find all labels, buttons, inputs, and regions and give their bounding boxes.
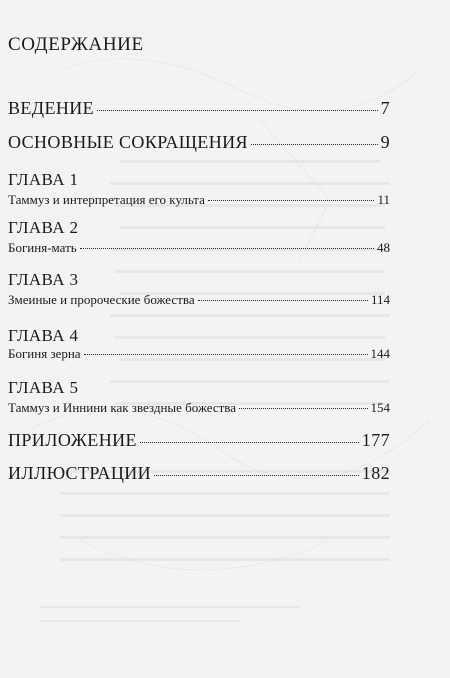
chapter-3-heading: ГЛАВА 3 (8, 270, 79, 289)
leader-dots (84, 354, 368, 355)
toc-entry-introduction[interactable] (8, 98, 390, 119)
leader-dots (208, 200, 375, 201)
toc-entry-chapter-3[interactable] (8, 292, 390, 308)
toc-entry-chapter-2[interactable] (8, 240, 390, 256)
toc-entry-page: 144 (370, 346, 390, 361)
toc-entry-page: 154 (370, 400, 390, 415)
toc-entry-chapter-4[interactable] (8, 346, 390, 362)
toc-entry-page: 11 (377, 192, 390, 207)
toc-entry-label: ПРИЛОЖЕНИЕ (8, 430, 137, 450)
leader-dots (80, 248, 374, 249)
leader-dots (239, 408, 367, 409)
leader-dots (97, 110, 378, 111)
leader-dots (140, 442, 359, 443)
leader-dots (198, 300, 368, 301)
toc-entry-page: 48 (377, 240, 390, 255)
toc-entry-label: Таммуз и интерпретация его культа (8, 192, 205, 207)
toc-entry-page: 9 (380, 132, 390, 152)
chapter-4-heading: ГЛАВА 4 (8, 326, 79, 345)
toc-entry-page: 177 (361, 430, 390, 450)
toc-entry-label: Змеиные и пророческие божества (8, 292, 195, 307)
toc-entry-appendix[interactable] (8, 430, 390, 451)
toc-entry-label: Богиня-мать (8, 240, 77, 255)
leader-dots (251, 144, 378, 145)
toc-entry-label: ОСНОВНЫЕ СОКРАЩЕНИЯ (8, 132, 248, 152)
toc-title: СОДЕРЖАНИЕ (8, 34, 144, 55)
chapter-5-heading: ГЛАВА 5 (8, 378, 79, 397)
toc-entry-label: ИЛЛЮСТРАЦИИ (8, 463, 152, 483)
toc-entry-label: ВЕДЕНИЕ (8, 98, 95, 118)
toc-entry-illustrations[interactable] (8, 463, 390, 484)
toc-entry-label: Таммуз и Иннини как звездные божества (8, 400, 237, 415)
toc-entry-page: 182 (361, 463, 390, 483)
toc-entry-abbreviations[interactable] (8, 132, 390, 153)
toc-entry-chapter-1[interactable] (8, 192, 390, 208)
chapter-2-heading: ГЛАВА 2 (8, 218, 79, 237)
toc-entry-chapter-5[interactable] (8, 400, 390, 416)
toc-entry-label: Богиня зерна (8, 346, 81, 361)
toc-entry-page: 7 (380, 98, 390, 118)
toc-entry-page: 114 (370, 292, 390, 307)
leader-dots (154, 475, 359, 476)
chapter-1-heading: ГЛАВА 1 (8, 170, 79, 189)
